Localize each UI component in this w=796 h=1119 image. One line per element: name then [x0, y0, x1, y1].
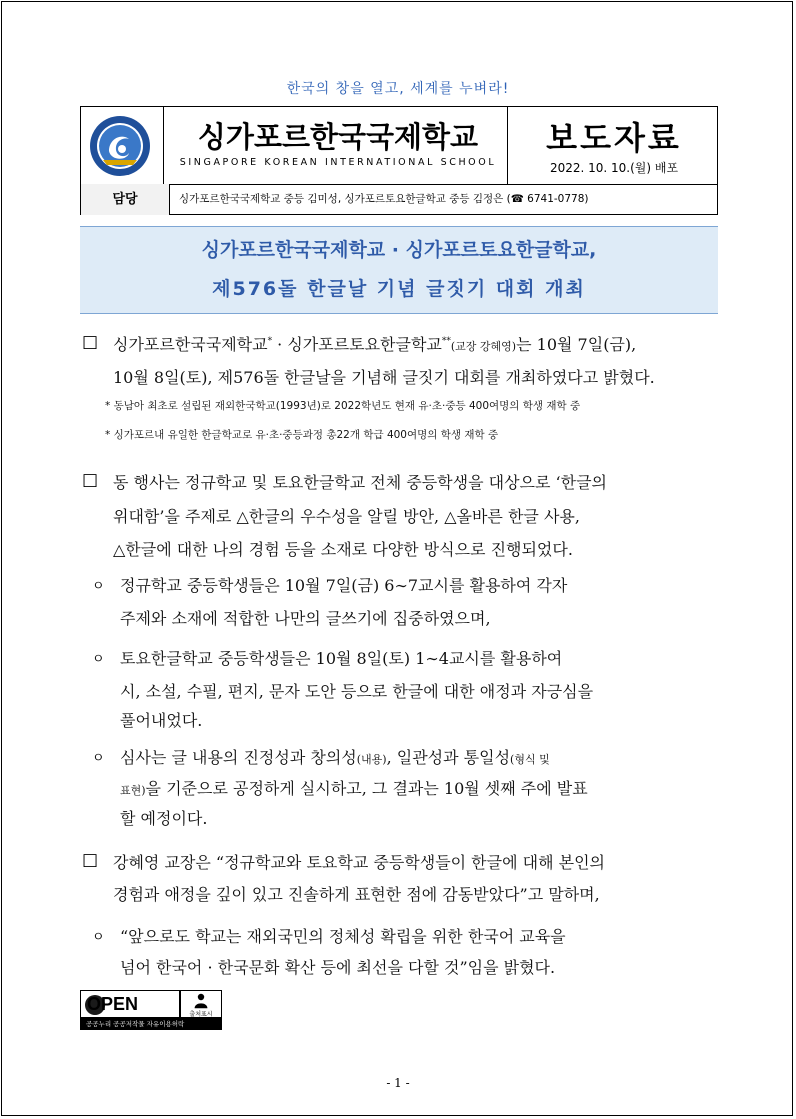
- square-bullet: □: [82, 332, 99, 352]
- date-text: 는 10월 7일(금),: [516, 335, 637, 354]
- paragraph-2-line-2: 위대함’을 주제로 △한글의 우수성을 알릴 방안, △올바른 한글 사용,: [113, 507, 580, 526]
- bullet-4-line-1: “앞으로도 학교는 재외국민의 정체성 확립을 위한 한국어 교육을: [120, 927, 566, 946]
- release-date: 2022. 10. 10.(월) 배포: [549, 161, 679, 175]
- principal-note: (교장 강혜영): [450, 340, 517, 353]
- bullet-1-line-1: 정규학교 중등학생들은 10월 7일(금) 6∼7교시를 활용하여 각자: [120, 576, 568, 595]
- paragraph-1-line-2: 10월 8일(토), 제576돌 한글날을 기념해 글짓기 대회를 개최하였다고 밝혔다.: [113, 368, 655, 387]
- school-name-korean: 싱가포르한국국제학교: [197, 120, 479, 154]
- text-segment: (내용): [356, 753, 387, 766]
- contact-label: 담당: [81, 184, 169, 215]
- circle-bullet: ㅇ: [92, 930, 105, 945]
- text-segment: (형식 및: [510, 753, 550, 766]
- school-name-english: SINGAPORE KOREAN INTERNATIONAL SCHOOL: [179, 157, 497, 168]
- bullet-4-line-2: 넘어 한국어 · 한국문화 확산 등에 최선을 다할 것”임을 밝혔다.: [120, 958, 556, 977]
- footnote-mark: **: [441, 336, 451, 347]
- headline-box: [80, 226, 718, 314]
- school-name-text: · 싱가포르토요한글학교: [272, 335, 442, 354]
- attribution-label: 출처표시: [189, 1011, 213, 1018]
- headline-line-2: 제576돌 한글날 기념 글짓기 대회 개최: [212, 278, 586, 300]
- square-bullet: □: [82, 470, 99, 490]
- text-segment: 을 기준으로 공정하게 실시하고, 그 결과는 10월 셋째 주에 발표: [145, 779, 588, 798]
- text-segment: , 일관성과 통일성: [386, 748, 511, 767]
- text-segment: 표현): [120, 784, 146, 797]
- open-license-badge: [80, 990, 222, 1030]
- slogan: 한국의 창을 열고, 세계를 누벼라!: [286, 81, 510, 97]
- footnote-1: * 동남아 최초로 설립된 재외한국학교(1993년)로 2022학년도 현재 유·초·중등 400여명의 학생 재학 중: [105, 400, 581, 412]
- bullet-3-line-1: [120, 745, 550, 768]
- bullet-1-line-2: 주제와 소재에 적합한 나만의 글쓰기에 집중하였으며,: [120, 609, 491, 628]
- circle-bullet: ㅇ: [92, 579, 105, 594]
- header-table: [80, 106, 718, 215]
- header-row-contact: [81, 184, 717, 215]
- bullet-2-line-1: 토요한글학교 중등학생들은 10월 8일(토) 1∼4교시를 활용하여: [120, 649, 563, 668]
- attribution-box: [180, 990, 222, 1018]
- header-row-main: [81, 107, 717, 185]
- bullet-3-line-3: 할 예정이다.: [120, 809, 208, 828]
- divider: [169, 184, 170, 215]
- footnote-mark: *: [267, 336, 273, 347]
- press-release-title: 보도자료: [546, 119, 682, 157]
- paragraph-2-line-3: △한글에 대한 나의 경험 등을 소재로 다양한 방식으로 진행되었다.: [113, 540, 573, 559]
- paragraph-3-line-1: 강혜영 교장은 “정규학교와 토요학교 중등학생들이 한글에 대해 본인의: [113, 853, 606, 872]
- open-label: OPEN: [87, 994, 139, 1014]
- square-bullet: □: [82, 850, 99, 870]
- circle-bullet: ㅇ: [92, 652, 105, 667]
- divider: [507, 107, 508, 184]
- circle-bullet: ㅇ: [92, 751, 105, 766]
- contact-text: 싱가포르한국국제학교 중등 김미성, 싱가포르토요한글학교 중등 김정은 (☎ 6741-0778): [179, 193, 589, 205]
- person-icon: [193, 993, 209, 1009]
- headline-line-1: 싱가포르한국국제학교 · 싱가포르토요한글학교,: [201, 239, 597, 261]
- paragraph-1-line-1: [113, 332, 636, 355]
- school-name-text: 싱가포르한국국제학교: [113, 335, 268, 354]
- text-segment: 심사는 글 내용의 진정성과 창의성: [120, 748, 357, 767]
- school-logo: [89, 115, 151, 177]
- open-badge-top: [80, 990, 180, 1018]
- page-number: - 1 -: [386, 1076, 410, 1090]
- bullet-2-line-2: 시, 소설, 수필, 편지, 문자 도안 등으로 한글에 대한 애정과 자긍심을: [120, 682, 594, 701]
- open-badge-footer: 공공누리 공공저작물 자유이용허락: [80, 1018, 222, 1030]
- divider: [163, 107, 164, 184]
- footnote-2: * 싱가포르내 유일한 한글학교로 유·초·중등과정 총22개 학급 400여명의 학생 재학 중: [105, 429, 499, 441]
- paragraph-3-line-2: 경험과 애정을 깊이 있고 진솔하게 표현한 점에 감동받았다”고 말하며,: [113, 885, 600, 904]
- bullet-3-line-2: [120, 776, 588, 799]
- paragraph-2-line-1: 동 행사는 정규학교 및 토요한글학교 전체 중등학생을 대상으로 ‘한글의: [113, 473, 607, 492]
- bullet-2-line-3: 풀어내었다.: [120, 711, 203, 730]
